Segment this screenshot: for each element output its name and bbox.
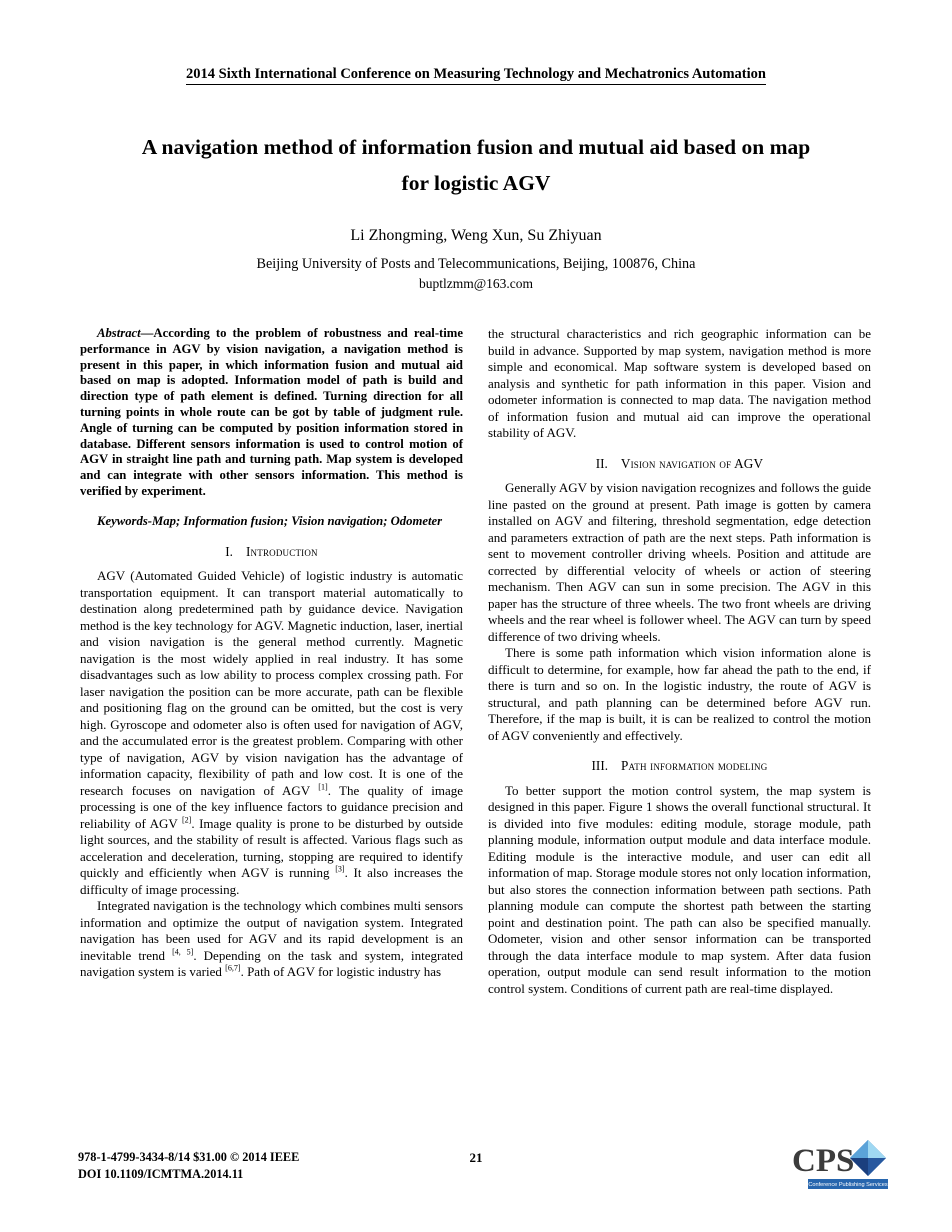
conference-title: 2014 Sixth International Conference on Measuring Technology and Mechatronics Automation: [186, 66, 766, 85]
paper-title-line1: A navigation method of information fusion and mutual aid based on map: [141, 135, 811, 159]
cps-logo-subtext: Conference Publishing Services: [808, 1182, 888, 1189]
cps-diamond-icon: [850, 1140, 886, 1176]
authors: Li Zhongming, Weng Xun, Su Zhiyuan: [350, 227, 602, 244]
cps-logo: [792, 1138, 892, 1192]
cps-logo-graphic: [792, 1138, 892, 1192]
section-number: II.: [595, 455, 608, 471]
abstract: [80, 326, 463, 500]
section-number: I.: [225, 543, 233, 559]
paper-title-line2: for logistic AGV: [401, 171, 551, 195]
email: buptlzmm@163.com: [418, 276, 534, 291]
section-title: Path information modeling: [621, 758, 768, 773]
abstract-text: According to the problem of robustness and real-time performance in AGV by vision navigation, a navigation method is present in this paper, in which information fusion and mutual aid based on map is adopted. Information model of path is build and direction type of path element is defined. Turning direction for all turning points in whole route can be got by table of judgment rule. Angle of turning can be computed by position information stored in database. Different sensors information is used to control motion of AGV in straight line path and turning path. Map system is developed and can integrate with other sensors information. This method is verified by experiment.: [80, 326, 463, 498]
keywords-text: Map; Information fusion; Vision navigation; Odometer: [151, 513, 443, 528]
doi-line: DOI 10.1109/ICMTMA.2014.11: [78, 1166, 244, 1181]
paragraph: There is some path information which vision information alone is difficult to determine, for example, how far ahead the path to the end, if there is turn and so on. In the logistic industry, the route of AGV is structural, and path planning can be determined before AGV run. Therefore, if the map is built, it is can be realized to control the motion of AGV conveniently and effectively.: [488, 645, 871, 743]
affiliation: Beijing University of Posts and Telecommunications, Beijing, 100876, China: [256, 256, 696, 272]
left-column: [80, 326, 463, 981]
section-heading-vision-navigation: [488, 456, 871, 473]
section-heading-path-modeling: [488, 758, 871, 775]
paragraph: To better support the motion control system, the map system is designed in this paper. Figure 1 shows the overall functional structural. It is divided into five modules: editing module, storage module, path planning module, information output module and data interface module. Editing module is the interactive module, and user can edit all information of map. Storage module stores not only location information, but also stores the connection information between path sections. Path planning module can compute the shortest path between the starting point and destination point. The path can also be specified manually. Odometer, vision and other sensor information can be transported through the data interface module to map system. After data fusion operation, output module can send result information to the motion control system. Conditions of current path are real-time displayed.: [488, 782, 871, 996]
paper-title: [0, 129, 952, 201]
section-title: Introduction: [245, 543, 318, 559]
section-number: III.: [591, 758, 609, 773]
keywords: [80, 514, 463, 530]
copyright-line: 978-1-4799-3434-8/14 $31.00 © 2014 IEEE: [78, 1150, 300, 1164]
paragraph: AGV (Automated Guided Vehicle) of logistic industry is automatic transportation equipment. It can transport material automatically to destination along predetermined path by guidance device. Navigation method is the key technology for AGV. Magnetic induction, laser, inertial and vision navigation is the general method currently. Magnetic navigation is the most widely applied in real industry. It has some disadvantages such as low ability to process complex crossing path. For laser navigation the position can be more accurate, path can be flexible and positioning flag on the ground can be omitted, but the cost is very high. Gyroscope and odometer also is often used for navigation of AGV, and the accumulated error is the greatest problem. Comparing with other type of navigation, AGV by vision navigation has the advantage of information capacity, flexibility of path and low cost. It is one of the research focuses on navigation of AGV [1]. The quality of image processing is one of the key influence factors to guidance precision and reliability of AGV [2]. Image quality is prone to be disturbed by outside light sources, and the stability of result is affected. Various flags such as acceleration and deceleration, turning, stopping are required to identify quickly and efficiently when AGV is running [3]. It also increases the difficulty of image processing.: [80, 568, 463, 897]
paragraph: Generally AGV by vision navigation recognizes and follows the guide line pasted on the ground at present. Path image is gotten by camera installed on AGV and filtering, threshold segmentation, edge detection and parameters extraction of path are the next steps. Path information is sent to movement controller driving wheels. Position and attitude are corrected by differential velocity of wheels or action of steering mechanism. Then AGV can sun in some precision. The AGV in this paper has the structure of three wheels. The two front wheels are driving wheels and the rear wheel is follower wheel. The AGV can turn by speed difference of two driving wheels.: [488, 480, 871, 644]
abstract-label: Abstract—: [97, 326, 154, 340]
paragraph: Integrated navigation is the technology which combines multi sensors information and optimize the output of navigation system. Integrated navigation has been used for AGV and its rapid development is an inevitable trend [4, 5]. Depending on the task and system, integrated navigation system is varied [6,7]. Path of AGV for logistic industry has: [80, 898, 463, 980]
cps-logo-text: CPS: [792, 1143, 855, 1179]
keywords-label: Keywords-: [97, 513, 152, 528]
right-column: [488, 326, 871, 997]
section-title: Vision navigation of AGV: [620, 455, 764, 471]
paragraph-continuation: the structural characteristics and rich geographic information can be build in advance. Supported by map system, navigation method is more simple and economical. Map software system is developed based on analysis and synthetic for path information in this paper. Vision and odometer information is connected to map data. The navigation method of information fusion and mutual aid can improve the operational stability of AGV.: [488, 326, 871, 440]
page-number: 21: [469, 1150, 483, 1165]
section-heading-introduction: [80, 544, 463, 561]
conference-header: [0, 66, 952, 83]
